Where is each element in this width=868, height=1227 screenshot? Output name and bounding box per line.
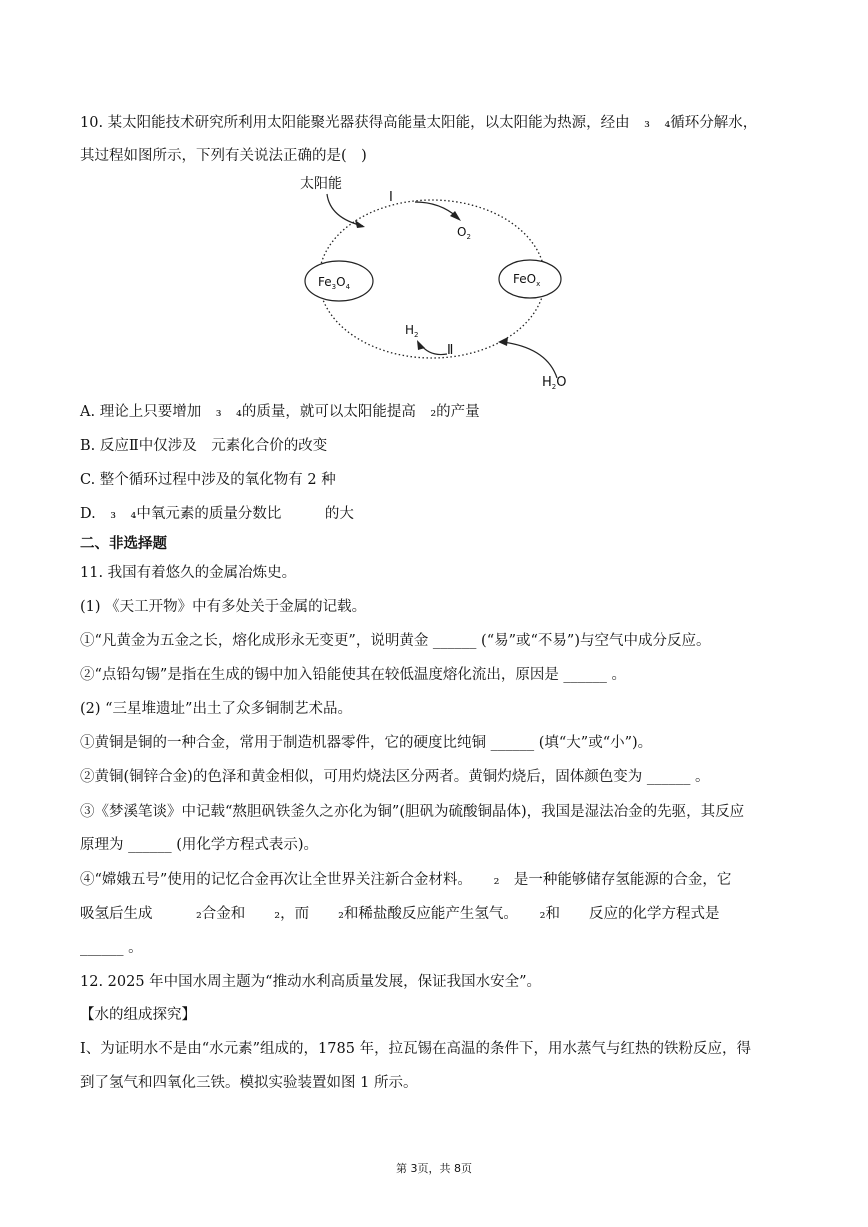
q11-stem: 11. 我国有着悠久的金属冶炼史。 bbox=[80, 565, 297, 581]
water-arrow bbox=[503, 342, 557, 378]
sun-arrow bbox=[327, 194, 363, 226]
q11-part2-d-line3: ______ 。 bbox=[80, 940, 143, 956]
q12-part1-line2: 到了氢气和四氧化三铁。模拟实验装置如图 1 所示。 bbox=[80, 1075, 418, 1091]
sun-arrow-head bbox=[355, 220, 365, 228]
fe3o4-water-splitting-cycle-diagram bbox=[285, 168, 585, 393]
q10-option-a: A. 理论上只要增加 ₃ ₄的质量，就可以太阳能提高 ₂的产量 bbox=[80, 404, 480, 420]
q12-section-heading: 【水的组成探究】 bbox=[80, 1007, 196, 1023]
q11-part1: (1) 《天工开物》中有多处关于金属的记载。 bbox=[80, 599, 367, 615]
step2-label: Ⅱ bbox=[447, 343, 454, 358]
q11-part1-b: ②“点铅勾锡”是指在生成的锡中加入铅能使其在较低温度熔化流出，原因是 ______ 。 bbox=[80, 667, 627, 683]
q10-option-b: B. 反应Ⅱ中仅涉及 元素化合价的改变 bbox=[80, 438, 328, 454]
q11-part2-a: ①黄铜是铜的一种合金，常用于制造机器零件，它的硬度比纯铜 ______ (填“大”或“小”)。 bbox=[80, 735, 653, 751]
water-label: $H_2O$ bbox=[542, 375, 567, 391]
q11-part2-d-line1: ④“嫦娥五号”使用的记忆合金再次让全世界关注新合金材料。 ₂ 是一种能够储存氢能源的合金，它 bbox=[80, 872, 732, 888]
q10-stem-line2: 其过程如图所示，下列有关说法正确的是( ) bbox=[80, 148, 367, 164]
o2-arrow bbox=[415, 202, 457, 217]
q11-part1-a: ①“凡黄金为五金之长，熔化成形永无变更”，说明黄金 ______ (“易”或“不易”)与空气中成分反应。 bbox=[80, 633, 711, 649]
page-footer: 第 3页，共 8页 bbox=[396, 1162, 472, 1175]
section2-title: 二、非选择题 bbox=[80, 535, 167, 552]
o2-label: $O_2$ bbox=[457, 225, 471, 241]
h2-arrow bbox=[420, 344, 447, 355]
h2-label: $H_2$ bbox=[405, 323, 419, 339]
step1-label: I bbox=[389, 190, 393, 205]
q10-option-d: D. ₃ ₄中氧元素的质量分数比 的大 bbox=[80, 506, 354, 522]
q11-part2: (2) “三星堆遗址”出土了众多铜制艺术品。 bbox=[80, 701, 352, 717]
q11-part2-c-line1: ③《梦溪笔谈》中记载“熬胆矾铁釜久之亦化为铜”(胆矾为硫酸铜晶体)，我国是湿法冶金的先驱，其反应 bbox=[80, 804, 745, 820]
q10-stem-line1: 10. 某太阳能技术研究所利用太阳能聚光器获得高能量太阳能，以太阳能为热源，经由 ₃ ₄循环分解水， bbox=[80, 115, 758, 131]
water-arrow-head bbox=[498, 337, 508, 346]
fe3o4-label: $Fe_3O_4$ bbox=[318, 275, 351, 291]
q12-part1-line1: Ⅰ、为证明水不是由“水元素”组成的，1785 年，拉瓦锡在高温的条件下，用水蒸气与红热的铁粉反应，得 bbox=[80, 1041, 752, 1057]
q11-part2-b: ②黄铜(铜锌合金)的色泽和黄金相似，可用灼烧法区分两者。黄铜灼烧后，固体颜色变为 ______ 。 bbox=[80, 769, 710, 785]
q10-option-c: C. 整个循环过程中涉及的氧化物有 2 种 bbox=[80, 472, 336, 488]
sun-label: 太阳能 bbox=[300, 176, 342, 192]
q11-part2-d-line2: 吸氢后生成 ₂合金和 ₂，而 ₂和稀盐酸反应能产生氢气。 ₂和 反应的化学方程式是 bbox=[80, 906, 720, 922]
q12-stem: 12. 2025 年中国水周主题为“推动水利高质量发展，保证我国水安全”。 bbox=[80, 974, 542, 990]
q11-part2-c-line2: 原理为 ______ (用化学方程式表示)。 bbox=[80, 837, 319, 853]
feox-label: FeO$_x$ bbox=[513, 272, 541, 288]
